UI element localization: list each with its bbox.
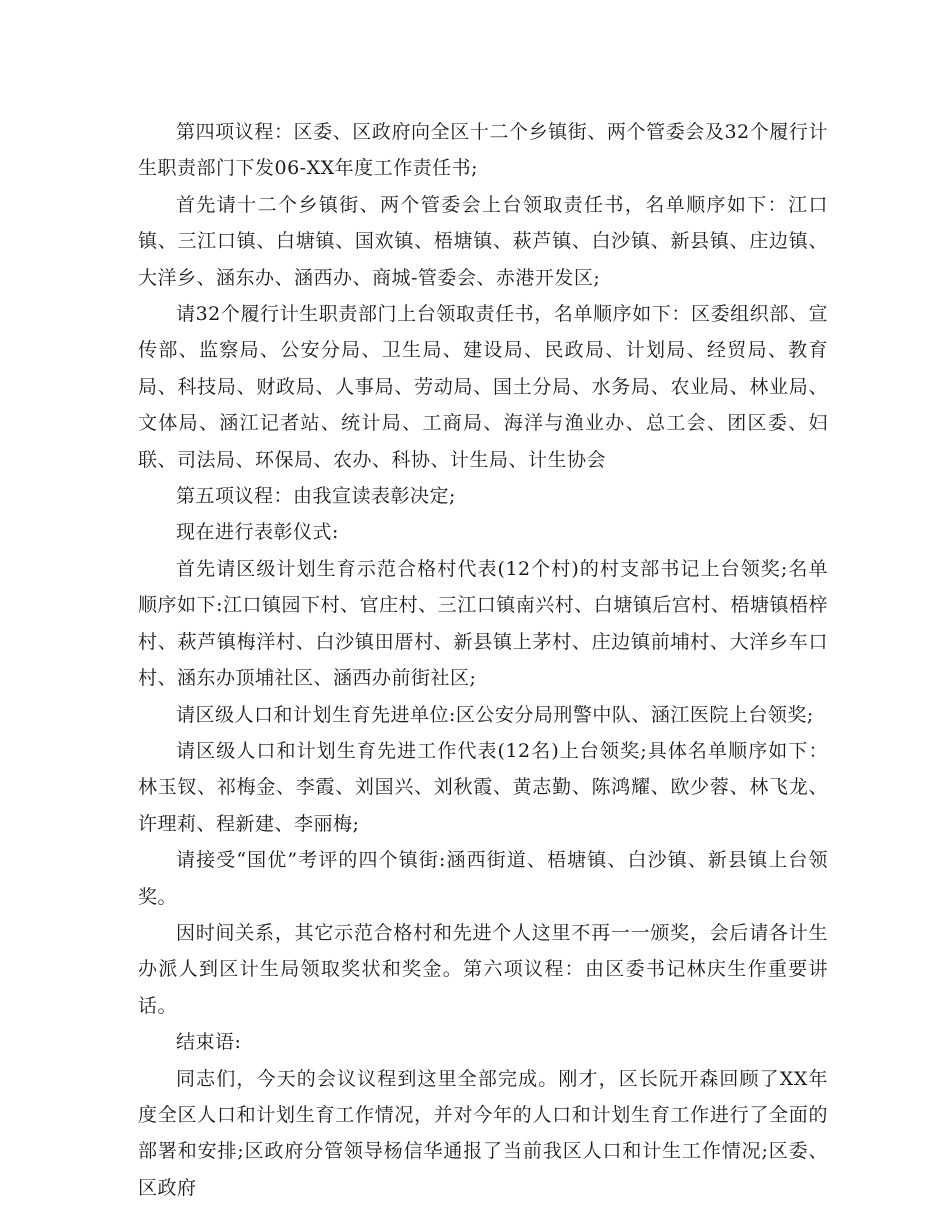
paragraph-advanced-units: 请区级人口和计划生育先进单位:区公安分局刑警中队、涵江医院上台领奖; — [176, 703, 814, 726]
paragraph-agenda-item-6: 因时间关系，其它示范合格村和先进个人这里不再一一颁奖，会后请各计生办派人到区计生局领取奖状和奖金。第六项议程：由区委书记林庆生作重要讲话。 — [138, 921, 828, 1017]
paragraph-closing-speech: 同志们，今天的会议议程到这里全部完成。刚才，区长阮开森回顾了XX年度全区人口和计划生育工作情况，并对今年的人口和计划生育工作进行了全面的部署和安排;区政府分管领导杨信华通报了当前我区人口和计生工作情况;区委、区政府 — [138, 1067, 828, 1199]
paragraph-national-excellence: 请接受“国优”考评的四个镇街:涵西街道、梧塘镇、白沙镇、新县镇上台领奖。 — [138, 849, 828, 908]
paragraph-model-villages: 首先请区级计划生育示范合格村代表(12个村)的村支部书记上台领奖;名单顺序如下:江口镇园下村、官庄村、三江口镇南兴村、白塘镇后宫村、梧塘镇梧梓村、萩芦镇梅洋村、白沙镇田厝村、新县镇上茅村、庄边镇前埔村、大洋乡车口村、涵东办顶埔社区、涵西办前街社区; — [138, 557, 828, 690]
paragraph-township-list: 首先请十二个乡镇街、两个管委会上台领取责任书，名单顺序如下：江口镇、三江口镇、白塘镇、国欢镇、梧塘镇、萩芦镇、白沙镇、新县镇、庄边镇、大洋乡、涵东办、涵西办、商城-管委会、赤港开发区; — [138, 193, 828, 289]
paragraph-ceremony-start: 现在进行表彰仪式: — [176, 521, 339, 544]
paragraph-closing-heading: 结束语: — [176, 1031, 242, 1054]
paragraph-advanced-workers: 请区级人口和计划生育先进工作代表(12名)上台领奖;具体名单顺序如下：林玉钗、祁梅金、李霞、刘国兴、刘秋霞、黄志勤、陈鸿耀、欧少蓉、林飞龙、许理莉、程新建、李丽梅; — [138, 739, 828, 835]
paragraph-agenda-item-5: 第五项议程：由我宣读表彰决定; — [176, 485, 456, 508]
document-body — [138, 114, 828, 1206]
paragraph-department-list: 请32个履行计生职责部门上台领取责任书，名单顺序如下：区委组织部、宣传部、监察局、公安分局、卫生局、建设局、民政局、计划局、经贸局、教育局、科技局、财政局、人事局、劳动局、国土分局、水务局、农业局、林业局、文体局、涵江记者站、统计局、工商局、海洋与渔业办、总工会、团区委、妇联、司法局、环保局、农办、科协、计生局、计生协会 — [138, 303, 828, 471]
paragraph-agenda-item-4: 第四项议程：区委、区政府向全区十二个乡镇街、两个管委会及32个履行计生职责部门下发06-XX年度工作责任书; — [138, 121, 828, 180]
